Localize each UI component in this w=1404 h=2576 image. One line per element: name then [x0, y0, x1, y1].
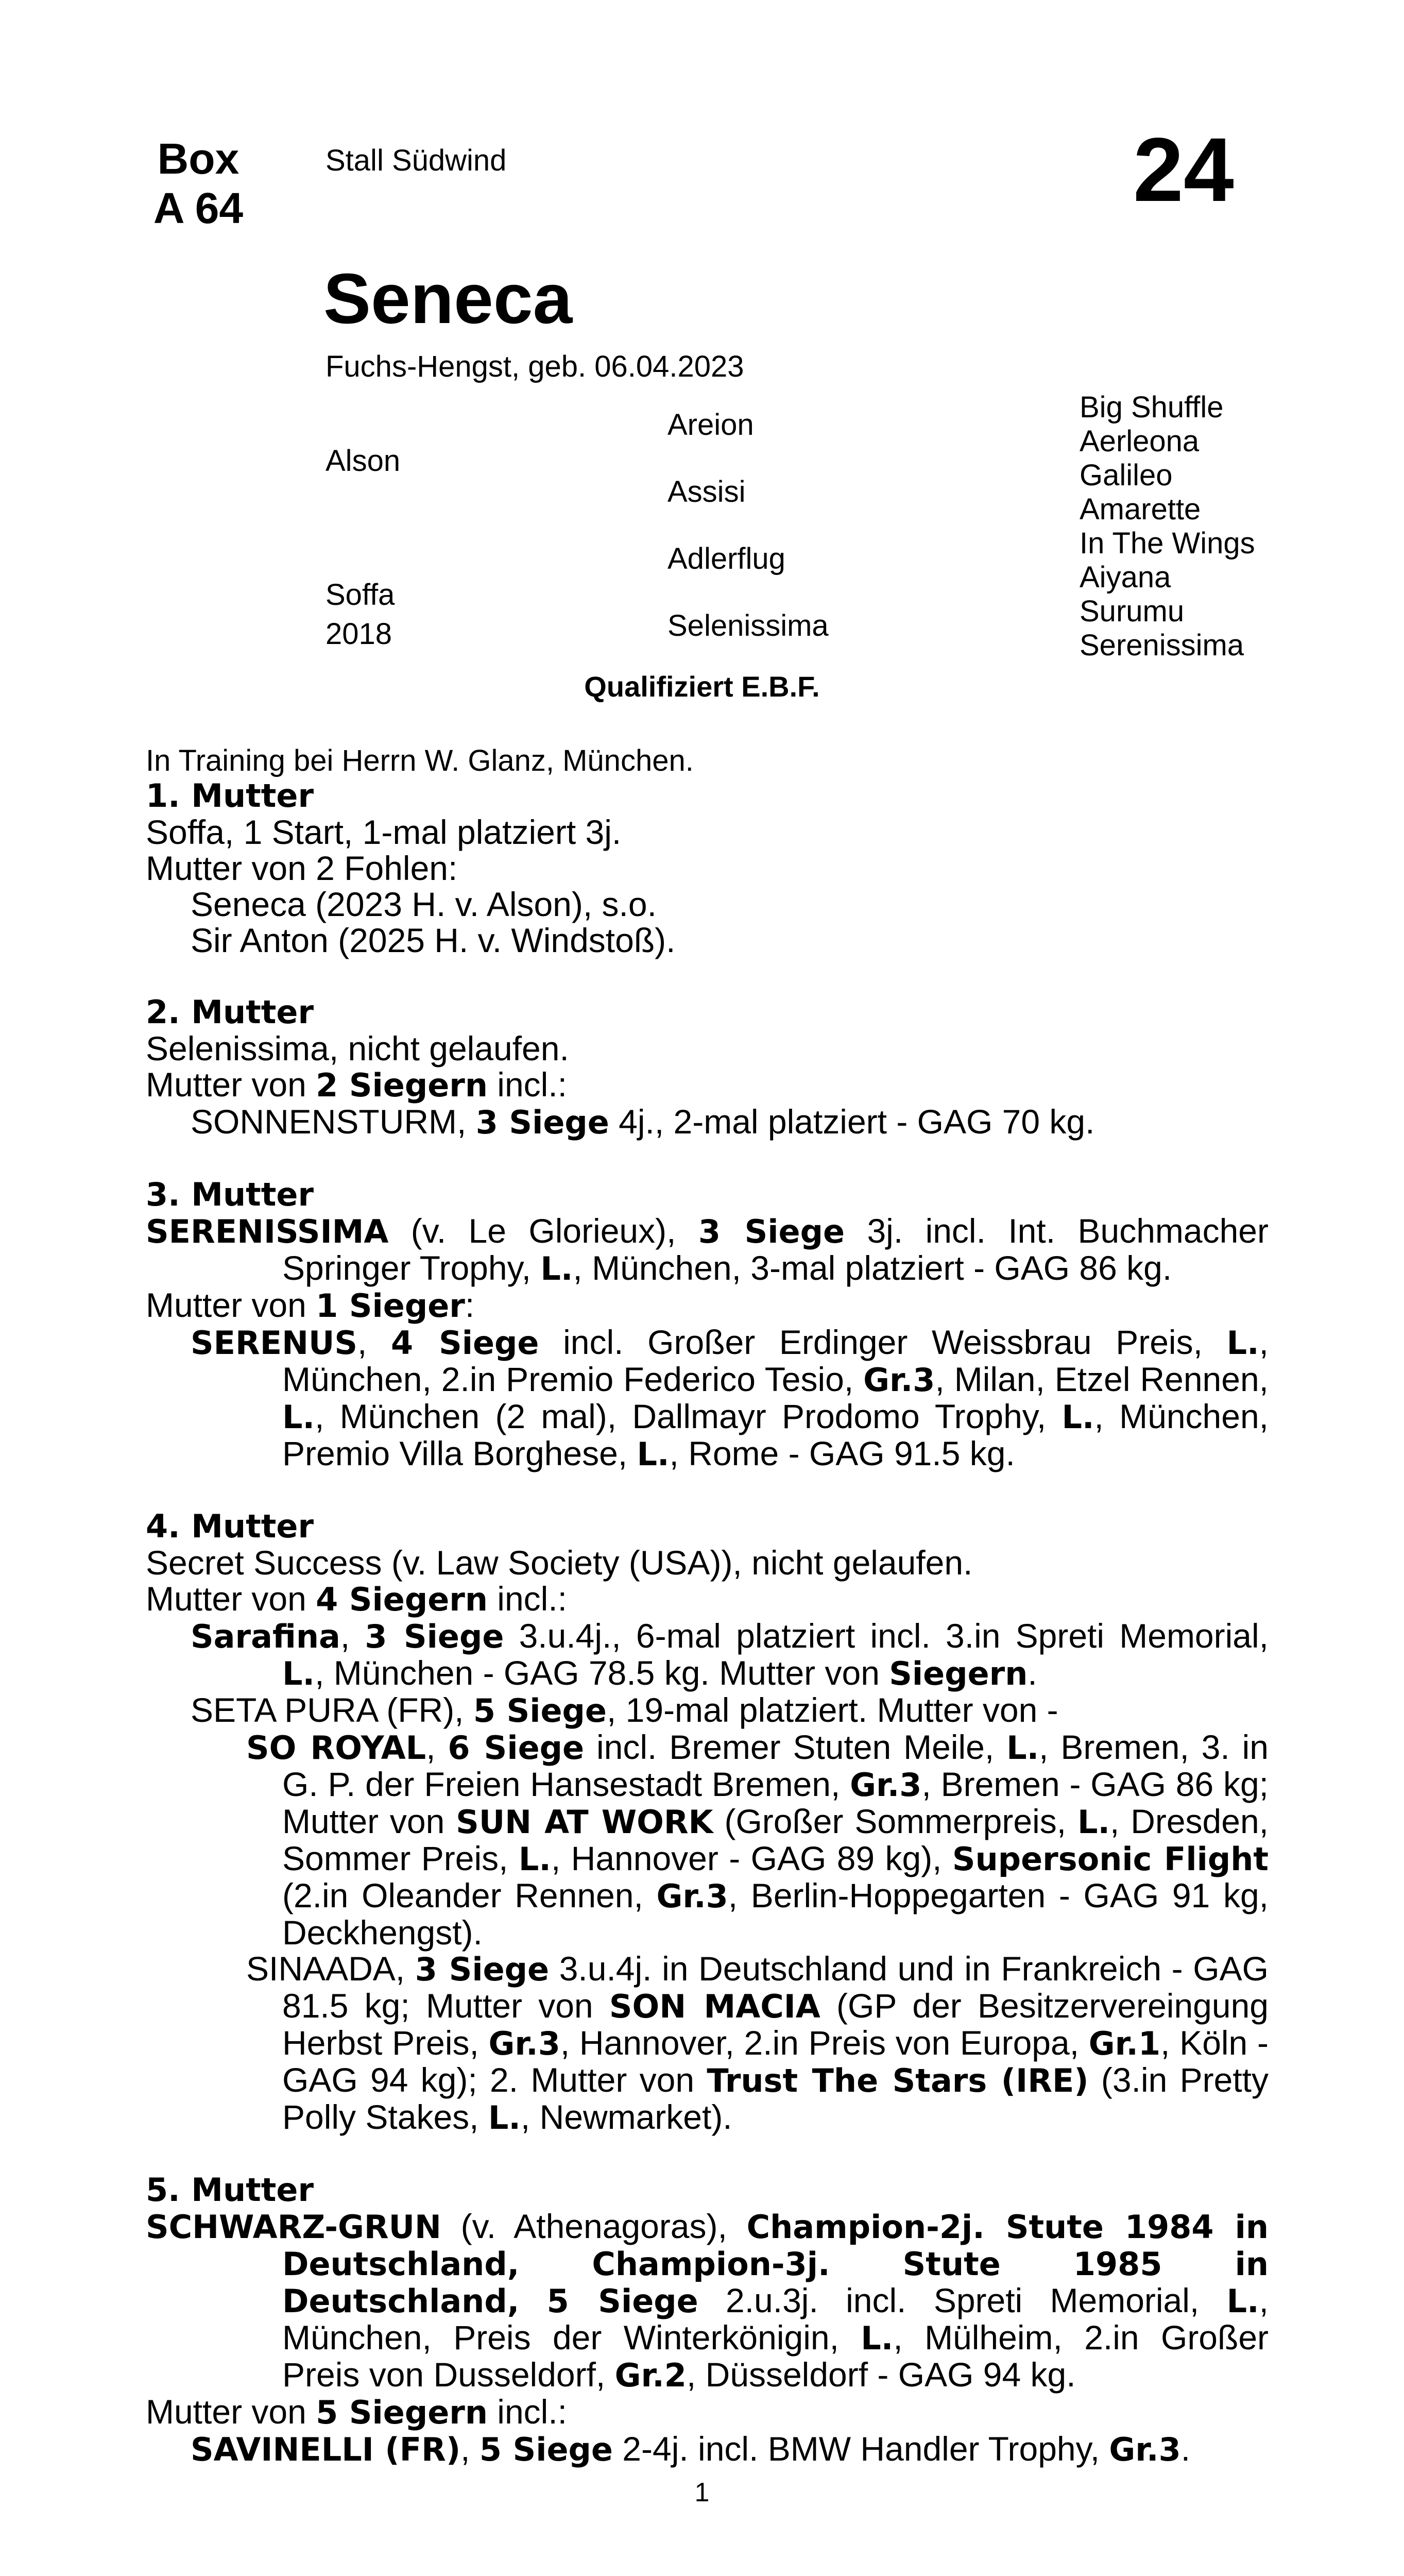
dam2-produce-intro: Mutter von 2 Siegern incl.:: [146, 1065, 568, 1104]
dam3-heading: 3. Mutter: [146, 1176, 314, 1213]
box-label: [134, 134, 263, 233]
pedigree-g3-2: Aerleona: [1080, 425, 1200, 458]
pedigree-g3-1: Big Shuffle: [1080, 391, 1224, 424]
dam5-produce-intro: Mutter von 5 Siegern incl.:: [146, 2393, 568, 2431]
dam1-line: Soffa, 1 Start, 1-mal platziert 3j.: [146, 813, 622, 851]
dam4-line: Secret Success (v. Law Society (USA)), nicht gelaufen.: [146, 1544, 973, 1582]
dam4-produce-sinaada: SINAADA, 3 Siege 3.u.4j. in Deutschland und in Frankreich - GAG 81.5 kg; Mutter von SON MACIA (GP der Besitzervereingung Herbst Preis, Gr.3, Hannover, 2.in Preis von Europa, Gr.1, Köln - GAG 94 kg); 2. Mutter von Trust The Stars (IRE) (3.in Pretty Polly Stakes, L., Newmarket).: [246, 1950, 1269, 2137]
family-section: [146, 778, 1269, 2468]
dam1-foal: Seneca (2023 H. v. Alson), s.o.: [191, 885, 657, 923]
dam4-produce-so-royal: SO ROYAL, 6 Siege incl. Bremer Stuten Meile, L., Bremen, 3. in G. P. der Freien Hansestadt Bremen, Gr.3, Bremen - GAG 86 kg; Mutter von SUN AT WORK (Großer Sommerpreis, L., Dresden, Sommer Preis, L., Hannover - GAG 89 kg), Supersonic Flight (2.in Oleander Rennen, Gr.3, Berlin-Hoppegarten - GAG 91 kg, Deckhengst).: [246, 1728, 1269, 1952]
pedigree-g3-6: Aiyana: [1080, 561, 1171, 594]
dam3-line: SERENISSIMA (v. Le Glorieux), 3 Siege 3j. incl. Int. Buchmacher Springer Trophy, L., München, 3-mal platziert - GAG 86 kg.: [146, 1212, 1269, 1287]
dam2-winner: SONNENSTURM, 3 Siege 4j., 2-mal platziert - GAG 70 kg.: [191, 1103, 1095, 1141]
lot-number: 24: [1133, 120, 1234, 221]
dam1-produce-intro: Mutter von 2 Fohlen:: [146, 849, 458, 887]
dam5-line: SCHWARZ-GRUN (v. Athenagoras), Champion-2j. Stute 1984 in Deutschland, Champion-3j. Stute 1985 in Deutschland, 5 Siege 2.u.3j. incl. Spreti Memorial, L., München, Preis der Winterkönigin, L., Mülheim, 2.in Großer Preis von Dusseldorf, Gr.2, Düsseldorf - GAG 94 kg.: [146, 2207, 1269, 2394]
page-number: 1: [694, 2478, 710, 2507]
pedigree-dam-year: 2018: [326, 617, 392, 651]
pedigree-g3-5: In The Wings: [1080, 527, 1255, 560]
pedigree-sire-sire: Areion: [667, 408, 754, 442]
dam4-winner-sarafina: Sarafina, 3 Siege 3.u.4j., 6-mal platziert incl. 3.in Spreti Memorial, L., München - GAG 78.5 kg. Mutter von Siegern.: [191, 1617, 1269, 1692]
pedigree-dam-dam: Selenissima: [667, 609, 829, 642]
pedigree-dam: Soffa: [326, 578, 395, 612]
pedigree-dam-sire: Adlerflug: [667, 542, 785, 575]
horse-name: Seneca: [323, 259, 573, 338]
qualification: Qualifiziert E.B.F.: [584, 670, 820, 703]
dam5-winner: SAVINELLI (FR), 5 Siege 2-4j. incl. BMW Handler Trophy, Gr.3.: [191, 2430, 1191, 2468]
dam4-winner-seta-pura: SETA PURA (FR), 5 Siege, 19-mal platziert. Mutter von -: [191, 1691, 1058, 1730]
dam1-heading: 1. Mutter: [146, 777, 314, 815]
pedigree-sire-dam: Assisi: [667, 475, 746, 509]
horse-description: Fuchs-Hengst, geb. 06.04.2023: [326, 350, 744, 383]
dam3-winner: SERENUS, 4 Siege incl. Großer Erdinger Weissbrau Preis, L., München, 2.in Premio Federico Tesio, Gr.3, Milan, Etzel Rennen, L., München (2 mal), Dallmayr Prodomo Trophy, L., München, Premio Villa Borghese, L., Rome - GAG 91.5 kg.: [191, 1323, 1269, 1473]
pedigree-g3-7: Surumu: [1080, 595, 1185, 628]
pedigree-g3-4: Amarette: [1080, 493, 1201, 526]
pedigree-sire: Alson: [326, 444, 401, 478]
box-word: Box: [157, 134, 239, 183]
pedigree-g3-3: Galileo: [1080, 459, 1173, 492]
pedigree-g3-8: Serenissima: [1080, 629, 1244, 662]
stall-name: Stall Südwind: [326, 144, 507, 177]
dam3-produce-intro: Mutter von 1 Sieger:: [146, 1286, 475, 1325]
dam4-produce-intro: Mutter von 4 Siegern incl.:: [146, 1580, 568, 1618]
dam2-heading: 2. Mutter: [146, 993, 314, 1031]
training-info: In Training bei Herrn W. Glanz, München.: [146, 744, 694, 777]
dam5-heading: 5. Mutter: [146, 2171, 314, 2209]
dam2-line: Selenissima, nicht gelaufen.: [146, 1029, 569, 1067]
box-number: A 64: [153, 184, 244, 232]
dam4-heading: 4. Mutter: [146, 1507, 314, 1545]
dam1-foal: Sir Anton (2025 H. v. Windstoß).: [191, 921, 676, 959]
